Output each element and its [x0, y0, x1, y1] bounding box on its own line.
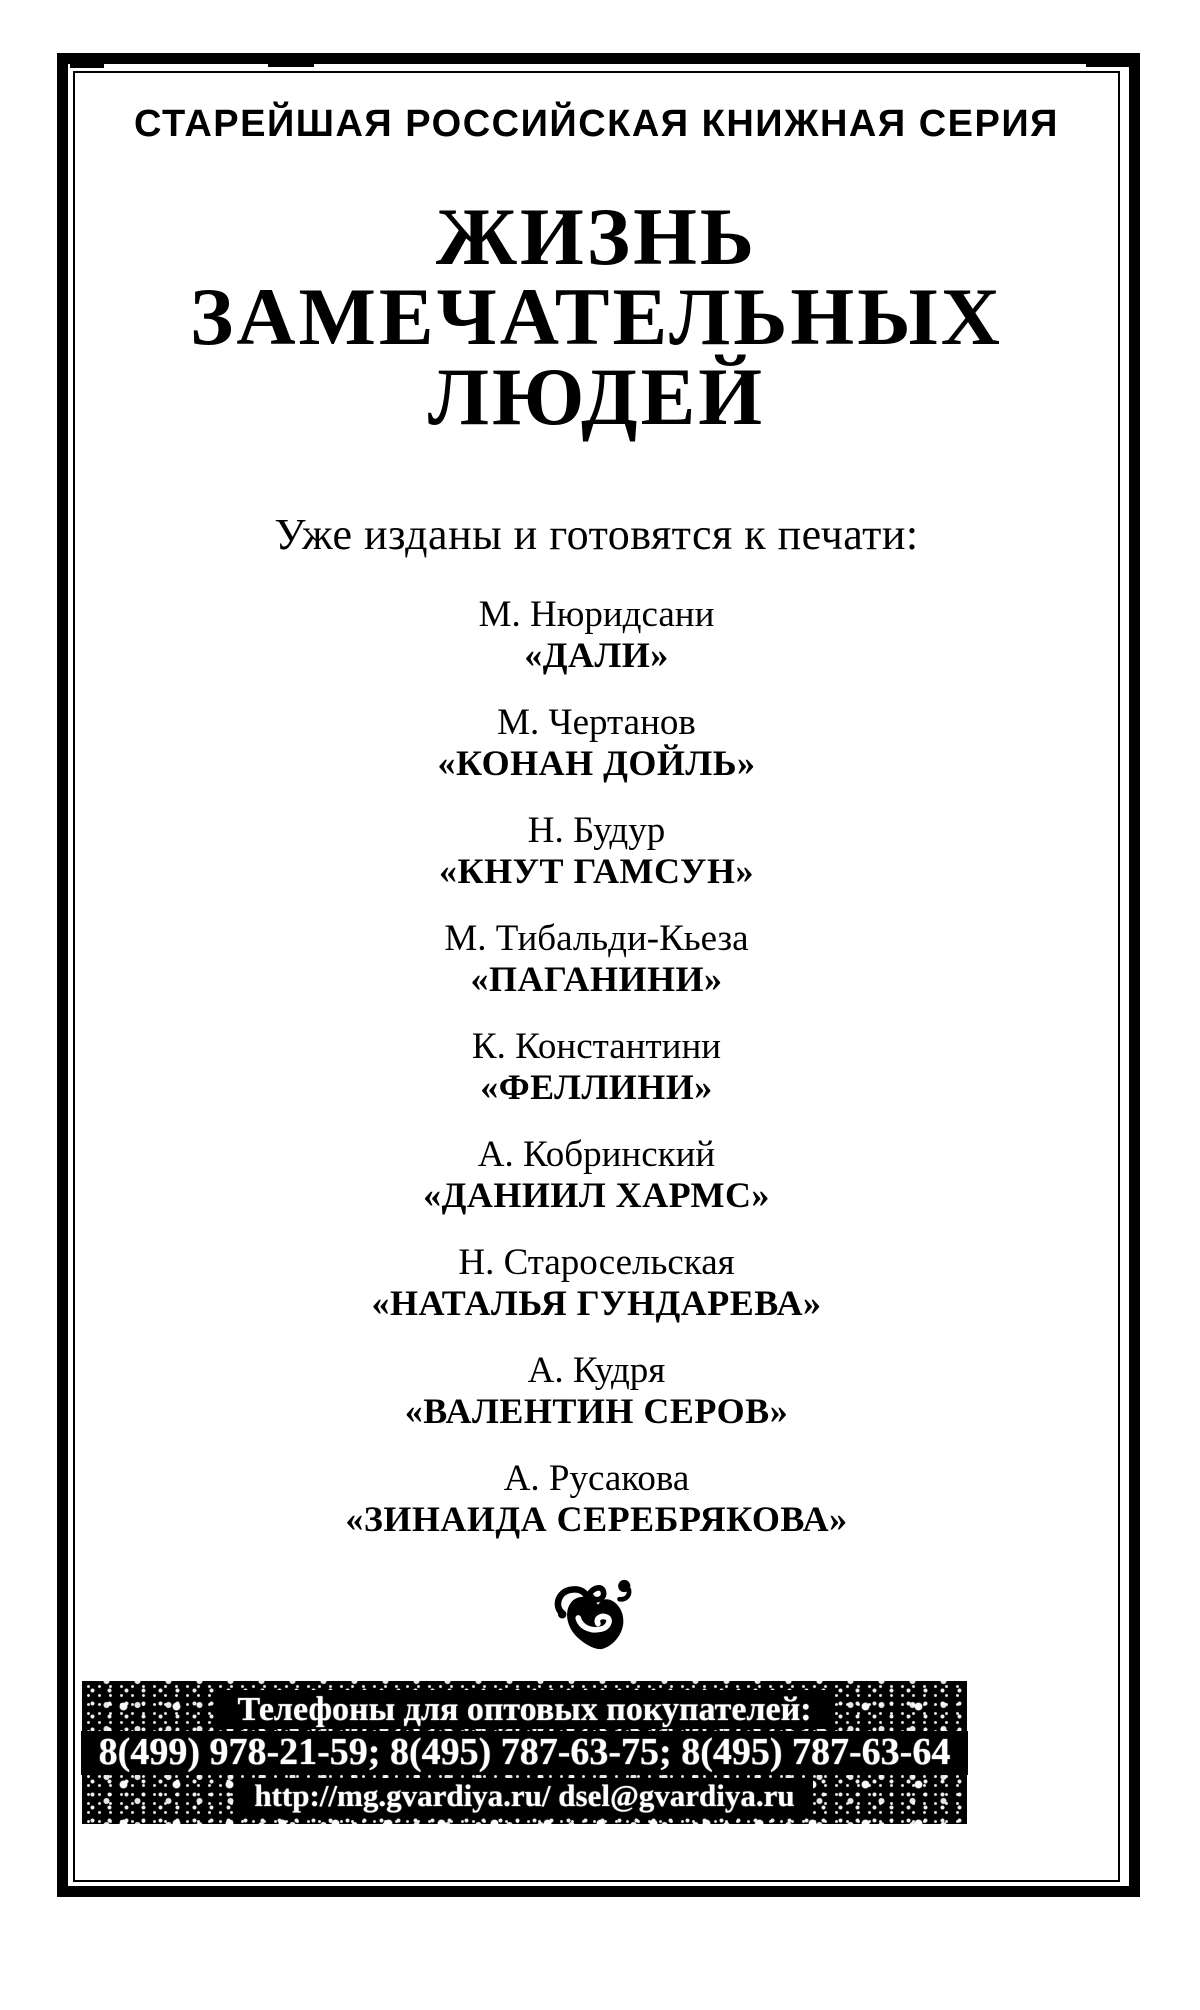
- book-entry: [73, 1027, 1120, 1107]
- author-name: М. Тибальди-Кьеза: [444, 918, 749, 959]
- book-list: [73, 595, 1120, 1567]
- book-entry: [73, 919, 1120, 999]
- page-title: [73, 191, 1120, 442]
- book-entry: [73, 811, 1120, 891]
- title-line-2: ЗАМЕЧАТЕЛЬНЫХ: [190, 271, 1003, 362]
- scan-artifact: [1086, 58, 1138, 67]
- book-title: «НАТАЛЬЯ ГУНДАРЕВА»: [371, 1283, 822, 1323]
- book-entry: [73, 1459, 1120, 1539]
- author-name: А. Кобринский: [477, 1134, 716, 1175]
- contact-urls: http://mg.gvardiya.ru/ dsel@gvardiya.ru: [236, 1778, 812, 1814]
- book-title: «ДАЛИ»: [524, 635, 669, 675]
- author-name: К. Константини: [471, 1026, 722, 1067]
- book-entry: [73, 1351, 1120, 1431]
- author-name: М. Нюридсани: [478, 594, 715, 635]
- series-header: СТАРЕЙШАЯ РОССИЙСКАЯ КНИЖНАЯ СЕРИЯ: [134, 103, 1059, 145]
- book-title: «КНУТ ГАМСУН»: [439, 851, 754, 891]
- book-entry: [73, 1243, 1120, 1323]
- book-title: «ЗИНАИДА СЕРЕБРЯКОВА»: [345, 1499, 848, 1539]
- author-name: А. Кудря: [527, 1350, 666, 1391]
- title-line-3: ЛЮДЕЙ: [427, 351, 766, 442]
- author-name: Н. Старосельская: [458, 1242, 735, 1283]
- wholesale-contact-box: [82, 1681, 967, 1824]
- book-title: «ПАГАНИНИ»: [470, 959, 723, 999]
- page-content: [73, 71, 1120, 1882]
- book-entry: [73, 595, 1120, 675]
- book-title: «ВАЛЕНТИН СЕРОВ»: [404, 1391, 789, 1431]
- author-name: А. Русакова: [503, 1458, 690, 1499]
- scan-artifact: [268, 62, 314, 67]
- author-name: М. Чертанов: [497, 702, 696, 743]
- contact-phones: 8(499) 978-21-59; 8(495) 787-63-75; 8(495) 787-63-64: [81, 1731, 969, 1775]
- scan-artifact: [70, 62, 104, 68]
- book-entry: [73, 1135, 1120, 1215]
- book-title: «ФЕЛЛИНИ»: [480, 1067, 713, 1107]
- book-title: «ДАНИИЛ ХАРМС»: [423, 1175, 770, 1215]
- book-title: «КОНАН ДОЙЛЬ»: [437, 743, 756, 783]
- author-name: Н. Будур: [527, 810, 666, 851]
- book-entry: [73, 703, 1120, 783]
- contact-heading: Телефоны для оптовых покупателей:: [219, 1690, 829, 1729]
- floral-heart-ornament-icon: [73, 1571, 1120, 1670]
- title-line-1: ЖИЗНЬ: [435, 191, 758, 282]
- subheading: Уже изданы и готовятся к печати:: [274, 510, 919, 559]
